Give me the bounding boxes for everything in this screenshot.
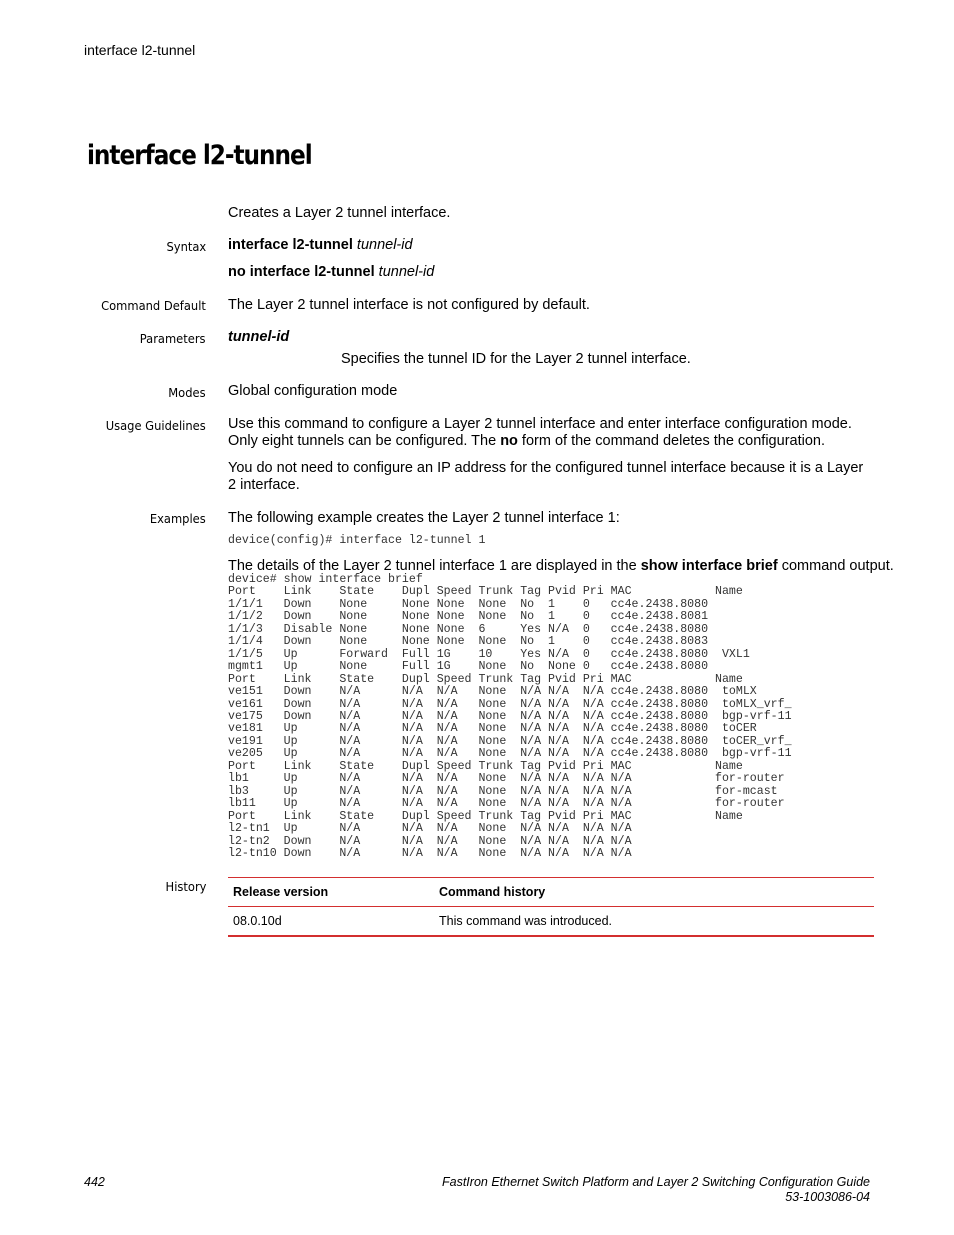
examples-intro: The following example creates the Layer 2 tunnel interface 1: <box>228 510 620 526</box>
usage-text-end: form of the command deletes the configuration. <box>517 433 825 449</box>
details-text-start: The details of the Layer 2 tunnel interface 1 are displayed in the <box>228 558 641 574</box>
example-code-2: device# show interface brief Port Link State Dupl Speed Trunk Tag Pvid Pri MAC Name 1/1/1 Down None None None None No 1 0 cc4e.2438.8080 1/1/2 Down None None None None No 1 0 cc4e.2438.8081 1/1/3 Disable None None None 6 Yes N/A 0 cc4e.2438.8080 1/1/4 Down None None None None No 1 0 cc4e.2438.8083 1/1/5 Up Forward Full 1G 10 Yes N/A 0 cc4e.2438.8080 VXL1 mgmt1 Up None Full 1G None No None 0 cc4e.2438.8080 Port Link State Dupl Speed Trunk Tag Pvid Pri MAC Name ve151 Down N/A N/A N/A None N/A N/A N/A cc4e.2438.8080 toMLX ve161 Down N/A N/A N/A None N/A N/A N/A cc4e.2438.8080 toMLX_vrf_ ve175 Down N/A N/A N/A None N/A N/A N/A cc4e.2438.8080 bgp-vrf-11 ve181 Up N/A N/A N/A None N/A N/A N/A cc4e.2438.8080 toCER ve191 Up N/A N/A N/A None N/A N/A N/A cc4e.2438.8080 toCER_vrf_ ve205 Up N/A N/A N/A None N/A N/A N/A cc4e.2438.8080 bgp-vrf-11 Port Link State Dupl Speed Trunk Tag Pvid Pri MAC Name lb1 Up N/A N/A N/A None N/A N/A N/A N/A for-router lb3 Up N/A N/A N/A None N/A N/A N/A N/A for-mcast lb11 Up N/A N/A N/A None N/A N/A N/A N/A for-router Port Link State Dupl Speed Trunk Tag Pvid Pri MAC Name l2-tn1 Up N/A N/A N/A None N/A N/A N/A N/A l2-tn2 Down N/A N/A N/A None N/A N/A N/A N/A l2-tn10 Down N/A N/A N/A None N/A N/A N/A N/A <box>228 573 792 860</box>
label-parameters: Parameters <box>140 331 206 346</box>
usage-paragraph-1 <box>228 416 873 450</box>
running-header: interface l2-tunnel <box>84 42 196 58</box>
history-table <box>228 877 874 937</box>
history-release-cell: 08.0.10d <box>233 914 282 928</box>
label-usage-guidelines: Usage Guidelines <box>105 418 206 433</box>
details-text-end: command output. <box>777 558 894 574</box>
label-command-default: Command Default <box>101 298 206 313</box>
usage-text-start: Use this command to configure a Layer 2 tunnel interface and enter interface configuration mode. Only eight tunnels can be configured. The <box>228 416 852 449</box>
history-command-cell: This command was introduced. <box>439 914 612 928</box>
modes-text: Global configuration mode <box>228 383 398 399</box>
parameter-description: Specifies the tunnel ID for the Layer 2 tunnel interface. <box>341 351 691 367</box>
parameter-name: tunnel-id <box>228 329 290 345</box>
footer-doc-info <box>442 1175 870 1205</box>
description: Creates a Layer 2 tunnel interface. <box>228 205 451 221</box>
footer-doc-title: FastIron Ethernet Switch Platform and Layer 2 Switching Configuration Guide <box>442 1175 870 1189</box>
details-command: show interface brief <box>640 558 778 574</box>
history-row <box>228 907 874 935</box>
syntax-argument: tunnel-id <box>356 237 413 253</box>
page-title: interface l2-tunnel <box>87 140 312 171</box>
syntax-command: interface l2-tunnel <box>228 237 353 253</box>
history-header-row <box>228 878 874 907</box>
label-modes: Modes <box>168 385 206 400</box>
page-number: 442 <box>84 1175 105 1189</box>
label-history: History <box>165 879 206 894</box>
syntax-line-1 <box>228 237 413 254</box>
usage-paragraph-2: You do not need to configure an IP address for the configured tunnel interface because it is a Layer 2 interface. <box>228 460 864 493</box>
example-code-1: device(config)# interface l2-tunnel 1 <box>228 534 486 547</box>
history-header-command: Command history <box>439 885 546 899</box>
history-header-release: Release version <box>233 885 329 899</box>
syntax-line-2 <box>228 264 434 281</box>
syntax-no-command: no interface l2-tunnel <box>228 264 375 280</box>
usage-no-keyword: no <box>500 433 518 449</box>
syntax-no-argument: tunnel-id <box>378 264 435 280</box>
label-syntax: Syntax <box>166 239 206 254</box>
command-default-text: The Layer 2 tunnel interface is not configured by default. <box>228 297 590 313</box>
footer-doc-id: 53-1003086-04 <box>785 1190 870 1204</box>
label-examples: Examples <box>150 511 206 526</box>
